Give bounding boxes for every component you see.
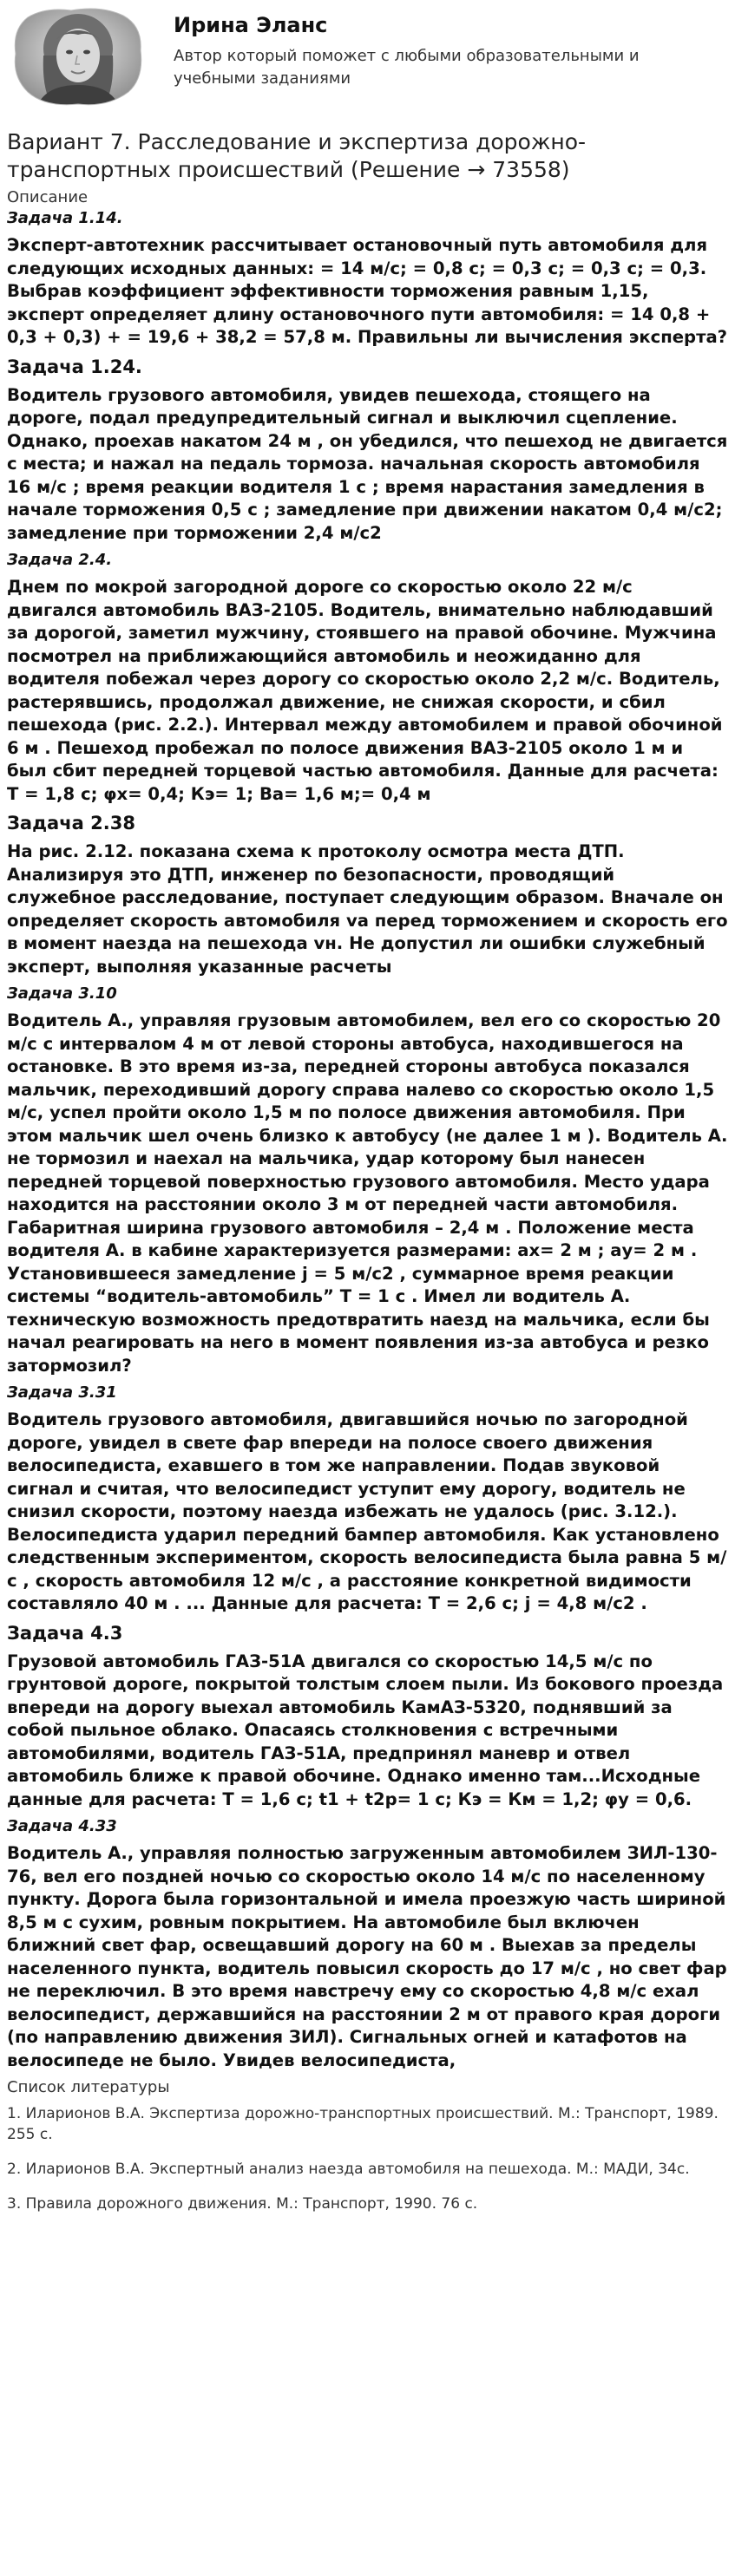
author-photo-icon [10,5,146,108]
task-label: Задача 2.38 [7,813,135,834]
task-label: Задача 4.33 [7,1817,117,1835]
page-title: Вариант 7. Расследование и экспертиза дорожно-транспортных происшествий (Решение → 73558) [7,129,587,182]
task-label: Задача 1.14. [7,209,123,227]
task-text: Водитель грузового автомобиля, увидев пешехода, стоящего на дороге, подал предупредительный сигнал и выключил сцепление. Однако, проехав накатом 24 м , он убедился, что пешеход не двигается с места; и нажал на педаль тормоза. начальная скорость автомобиля 16 м/с ; время реакции водителя 1 с ; время нарастания замедления в начале торможения 0,5 с ; замедление при движении накатом 0,4 м/с2; замедление при торможении 2,4 м/с2 [7,384,728,543]
task-text: Эксперт-автотехник рассчитывает остановочный путь автомобиля для следующих исходных данных: = 14 м/с; = 0,8 с; = 0,3 с; = 0,3 с; = 0,3. Выбрав коэффициент эффективности торможения равным 1,15, эксперт определяет длину остановочного пути автомобиля: = 14 0,8 + 0,3 + 0,3) + = 19,6 + 38,2 = 57,8 м. Правильны ли вычисления эксперта? [7,235,728,347]
task-label: Задача 1.24. [7,356,142,377]
task-text: Водитель А., управляя грузовым автомобилем, вел его со скоростью 20 м/с с интервалом 4 м от левой стороны автобуса, находившегося на остановке. В это время из-за, передней стороны автобуса показался мальчик, переходивший дорогу справа налево со скоростью около 1,5 м/с, успел пройти около 1,5 м по полосе движения автомобиля. При этом мальчик шел очень близко к автобусу (не далее 1 м ). Водитель А. не тормозил и наехал на мальчика, удар которому был нанесен передней торцевой поверхностью грузового автомобиля. Место удара находится на расстоянии около 3 м от передней части автомобиля. Габаритная ширина грузового автомобиля – 2,4 м . Положение места водителя А. в кабине характеризуется размерами: ах= 2 м ; ау= 2 м . Установившееся замедление j = 5 м/с2 , суммарное время реакции системы “водитель-автомобиль” Т = 1 с . Имел ли водитель А. техническую возможность предотвратить наезд на мальчика, если бы начал реагировать на него в момент появления из-за автобуса и резко затормозил? [7,1010,728,1376]
literature-section [7,2077,728,2214]
description-label: Описание [7,188,89,206]
task-label: Задача 3.31 [7,1383,117,1402]
literature-item: 2. Иларионов В.А. Экспертный анализ наезда автомобиля на пешехода. М.: МАДИ, 34с. [7,2161,690,2178]
task-list [7,208,728,2072]
task-text: Грузовой автомобиль ГАЗ-51А двигался со скоростью 14,5 м/с по грунтовой дороге, покрытой толстым слоем пыли. Из бокового проезда впереди на дорогу выехал автомобиль КамАЗ-5320, поднявший за собой пыльное облако. Опасаясь столкновения с встречными автомобилями, водитель ГАЗ-51А, предпринял маневр и отвел автомобиль ближе к правой обочине. Однако именно там...Исходные данные для расчета: Т = 1,6 с; t1 + t2р= 1 с; Кэ = Км = 1,2; φу = 0,6. [7,1651,724,1809]
task-label: Задача 4.3 [7,1622,123,1644]
task-text: Водитель грузового автомобиля, двигавшийся ночью по загородной дороге, увидел в свете фар впереди на полосе своего движения велосипедиста, ехавшего в том же направлении. Подав звуковой сигнал и считая, что велосипедист уступит ему дорогу, водитель не снизил скорости, поэтому наезда избежать не удалось (рис. 3.12.). Велосипедиста ударил передний бампер автомобиля. Как установлено следственным экспериментом, скорость велосипедиста была равна 5 м/с , скорость автомобиля 12 м/с , а расстояние конкретной видимости составляло 40 м . ... Данные для расчета: Т = 2,6 с; j = 4,8 м/с2 . [7,1409,727,1613]
task-text: Днем по мокрой загородной дороге со скоростью около 22 м/с двигался автомобиль ВАЗ-2105. Водитель, внимательно наблюдавший за дорогой, заметил мужчину, стоявшего на правой обочине. Мужчина посмотрел на приближающийся автомобиль и неожиданно для водителя побежал через дорогу со скоростью около 2,2 м/с. Водитель, растерявшись, продолжал движение, не снижая скорости, и сбил пешехода (рис. 2.2.). Интервал между автомобилем и правой обочиной 6 м . Пешеход пробежал по полосе движения ВАЗ-2105 около 1 м и был сбит передней торцевой частью автомобиля. Данные для расчета: Т = 1,8 с; φх= 0,4; Кэ= 1; Ва= 1,6 м;= 0,4 м [7,577,723,804]
task-label: Задача 2.4. [7,551,113,569]
author-info [146,5,660,90]
author-card [7,0,728,109]
literature-item: 3. Правила дорожного движения. М.: Транспорт, 1990. 76 с. [7,2195,478,2213]
task-text: Водитель А., управляя полностью загруженным автомобилем ЗИЛ-130-76, вел его поздней ночью со скоростью около 14 м/с по населенному пункту. Дорога была горизонтальной и имела проезжую часть шириной 8,5 м с сухим, ровным покрытием. На автомобиле был включен ближний свет фар, освещавший дорогу на 60 м . Выехав за пределы населенного пункта, водитель повысил скорость до 17 м/с , но свет фар не переключил. В это время навстречу ему со скоростью 4,8 м/с ехал велосипедист, державшийся на расстоянии 2 м от правого края дороги (по направлению движения ЗИЛ). Сигнальных огней и катафотов на велосипеде не было. Увидев велосипедиста, [7,1843,727,2070]
task-text: На рис. 2.12. показана схема к протоколу осмотра места ДТП. Анализируя это ДТП, инженер по безопасности, проводящий служебное расследование, поступает следующим образом. Вначале он определяет скорость автомобиля va перед торможением и скорость его в момент наезда на пешехода vн. Не допустил ли ошибки служебный эксперт, выполняя указанные расчеты [7,841,728,977]
task-label: Задача 3.10 [7,984,117,1003]
literature-label: Список литературы [7,2078,170,2096]
author-description: Автор который поможет с любыми образовательными и учебными заданиями [174,47,640,88]
author-avatar[interactable] [10,5,146,108]
literature-item: 1. Иларионов В.А. Экспертиза дорожно-транспортных происшествий. М.: Транспорт, 1989. 255 с. [7,2105,719,2143]
author-name[interactable]: Ирина Эланс [174,13,328,37]
